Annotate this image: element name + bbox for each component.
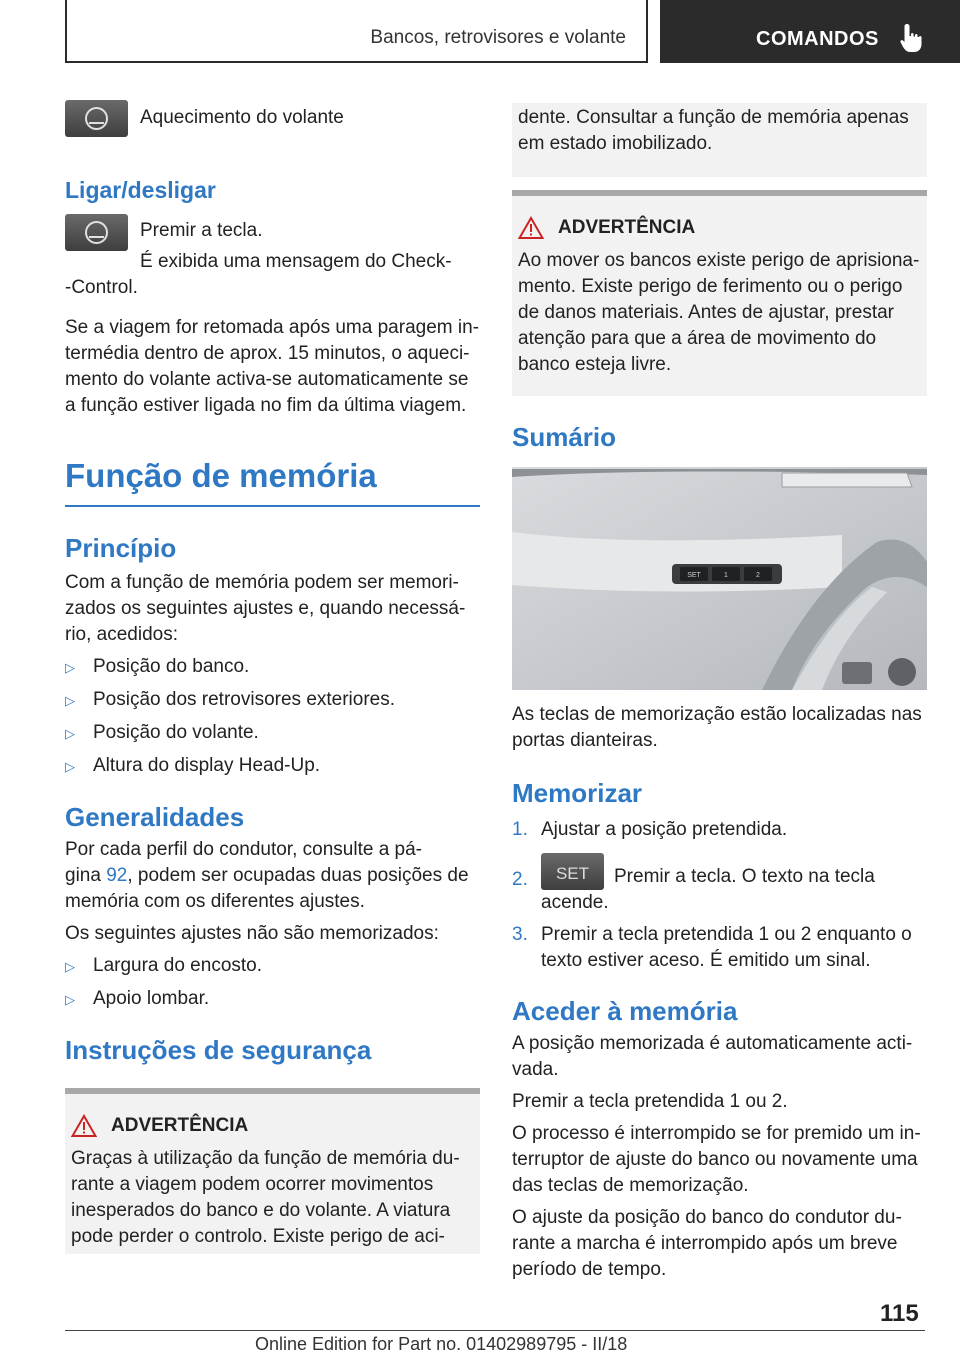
list-item <box>65 986 480 1013</box>
photo-button-label: 1 <box>724 572 728 579</box>
access-line: O processo é interrompido se for premido um in- <box>512 1123 921 1144</box>
header-chapter-title: COMANDOS <box>756 28 879 50</box>
principle-heading: Princípio <box>65 533 177 563</box>
warning-line: dente. Consultar a função de memória apenas <box>518 107 909 128</box>
memorize-heading: Memorizar <box>512 778 643 808</box>
header-section-title: Bancos, retrovisores e volante <box>370 27 626 48</box>
list-item-text: Posição do banco. <box>93 656 250 677</box>
principle-line: Com a função de memória podem ser memori- <box>65 572 459 593</box>
step-number: 3. <box>512 924 528 945</box>
list-item-text: Altura do display Head-Up. <box>93 755 321 776</box>
warning-box-2 <box>512 190 927 396</box>
list-item <box>65 953 480 980</box>
general-line: memória com os diferentes ajustes. <box>65 891 365 912</box>
header-section-box <box>65 0 648 63</box>
warning-triangle-icon <box>518 216 544 240</box>
step-number: 1. <box>512 819 528 840</box>
header-chapter-box <box>660 0 960 63</box>
triangle-bullet-icon: ▷ <box>65 959 75 974</box>
resume-line: Se a viagem for retomada após uma paragem in- <box>65 317 479 338</box>
general-heading: Generalidades <box>65 802 245 832</box>
footer-divider <box>65 1330 925 1331</box>
triangle-bullet-icon: ▷ <box>65 759 75 774</box>
photo-button-label: 2 <box>756 572 760 579</box>
summary-paragraph <box>512 702 927 754</box>
warning-triangle-icon <box>71 1114 97 1138</box>
warning-line: mento. Existe perigo de ferimento ou o perigo <box>518 276 903 297</box>
warning-box <box>65 1088 480 1254</box>
list-item <box>65 654 480 681</box>
onoff-row <box>65 214 480 275</box>
warning-line: Ao mover os bancos existe perigo de aprisiona- <box>518 250 920 271</box>
list-item <box>65 753 480 780</box>
memory-function-heading: Função de memória <box>65 457 377 494</box>
general-text: gina <box>65 865 107 886</box>
general-line <box>65 863 480 889</box>
page-reference-link[interactable]: 92 <box>106 865 128 886</box>
summary-line: portas dianteiras. <box>512 730 658 751</box>
access-paragraph-3 <box>512 1121 927 1199</box>
resume-line: a função estiver ligada no fim da última viagem. <box>65 395 467 416</box>
step-text: Ajustar a posição pretendida. <box>541 819 788 840</box>
list-item-text: Apoio lombar. <box>93 988 210 1009</box>
summary-line: As teclas de memorização estão localizadas nas <box>512 704 922 725</box>
heated-wheel-row <box>65 100 480 137</box>
press-key-text: Premir a tecla. <box>140 220 263 241</box>
warning-line: inesperados do banco e do volante. A viatura <box>71 1200 451 1221</box>
access-paragraph-2: Premir a tecla pretendida 1 ou 2. <box>512 1091 788 1112</box>
summary-heading: Sumário <box>512 422 617 452</box>
left-column <box>65 100 480 1254</box>
right-column <box>512 103 927 1283</box>
access-line: rante a marcha é interrompido após um breve <box>512 1233 898 1254</box>
warning-header <box>71 1114 474 1138</box>
access-line: terruptor de ajuste do banco ou novamente uma <box>512 1149 918 1170</box>
warning-line: rante a viagem podem ocorrer movimentos <box>71 1174 434 1195</box>
step-number: 2. <box>512 869 528 890</box>
step-text: acende. <box>541 892 609 913</box>
triangle-bullet-icon: ▷ <box>65 660 75 675</box>
heading-underline <box>65 505 480 507</box>
step-item <box>512 922 927 974</box>
warning-line: banco esteja livre. <box>518 354 672 375</box>
resume-paragraph <box>65 315 480 419</box>
warning-line: atenção para que a área de movimento do <box>518 328 877 349</box>
list-item-text: Largura do encosto. <box>93 955 263 976</box>
resume-line: termédia dentro de aprox. 15 minutos, o aqueci- <box>65 343 470 364</box>
step-item <box>512 817 927 843</box>
access-line: das teclas de memorização. <box>512 1175 749 1196</box>
memorize-steps <box>512 817 927 974</box>
access-memory-heading: Aceder à memória <box>512 996 738 1026</box>
list-item <box>65 720 480 747</box>
step-item <box>512 853 927 916</box>
warning-box-continued <box>512 103 927 177</box>
set-key-label: SET <box>555 864 590 883</box>
principle-line: zados os seguintes ajustes e, quando necessá- <box>65 598 466 619</box>
access-paragraph-4 <box>512 1205 927 1283</box>
step-text: Premir a tecla. O texto na tecla <box>614 866 875 887</box>
warning-header <box>518 216 921 240</box>
set-key-icon <box>541 853 604 890</box>
general-paragraph <box>65 837 480 915</box>
list-item-text: Posição do volante. <box>93 722 259 743</box>
pointing-hand-icon <box>898 22 926 54</box>
heated-wheel-label: Aquecimento do volante <box>140 107 344 128</box>
access-line: período de tempo. <box>512 1259 667 1280</box>
triangle-bullet-icon: ▷ <box>65 992 75 1007</box>
general-line: Por cada perfil do condutor, consulte a pá- <box>65 839 423 860</box>
principle-paragraph <box>65 570 480 648</box>
general-list <box>65 953 480 1013</box>
checkcontrol-text-2: -Control. <box>65 277 138 298</box>
list-item <box>65 687 480 714</box>
access-line: O ajuste da posição do banco do condutor du- <box>512 1207 902 1228</box>
principle-line: rio, acedidos: <box>65 624 179 645</box>
access-paragraph-1 <box>512 1031 927 1083</box>
page-number: 115 <box>880 1300 919 1327</box>
principle-list <box>65 654 480 780</box>
access-line: A posição memorizada é automaticamente acti- <box>512 1033 913 1054</box>
warning-label: ADVERTÊNCIA <box>111 1115 249 1136</box>
triangle-bullet-icon: ▷ <box>65 693 75 708</box>
door-memory-buttons-photo <box>512 467 927 690</box>
checkcontrol-text-1: É exibida uma mensagem do Check- <box>140 251 452 272</box>
warning-line: em estado imobilizado. <box>518 133 713 154</box>
access-line: vada. <box>512 1059 559 1080</box>
warning-label: ADVERTÊNCIA <box>558 217 696 238</box>
warning-line: pode perder o controlo. Existe perigo de aci- <box>71 1226 445 1247</box>
resume-line: mento do volante activa-se automaticamente se <box>65 369 469 390</box>
general-text: , podem ser ocupadas duas posições de <box>127 865 469 886</box>
warning-line: Graças à utilização da função de memória du- <box>71 1148 460 1169</box>
safety-heading: Instruções de segurança <box>65 1035 372 1065</box>
onoff-heading: Ligar/desligar <box>65 177 216 203</box>
triangle-bullet-icon: ▷ <box>65 726 75 741</box>
step-text: Premir a tecla pretendida 1 ou 2 enquanto o <box>541 924 912 945</box>
photo-button-label: SET <box>687 572 701 579</box>
heated-steering-wheel-button-icon <box>65 214 128 251</box>
list-item-text: Posição dos retrovisores exteriores. <box>93 689 396 710</box>
footer-edition: Online Edition for Part no. 01402989795 - II/18 <box>255 1334 628 1354</box>
not-memorized-text: Os seguintes ajustes não são memorizados: <box>65 923 439 944</box>
heated-steering-wheel-icon <box>65 100 128 137</box>
step-text: texto estiver aceso. É emitido um sinal. <box>541 950 871 971</box>
warning-line: de danos materiais. Antes de ajustar, prestar <box>518 302 894 323</box>
